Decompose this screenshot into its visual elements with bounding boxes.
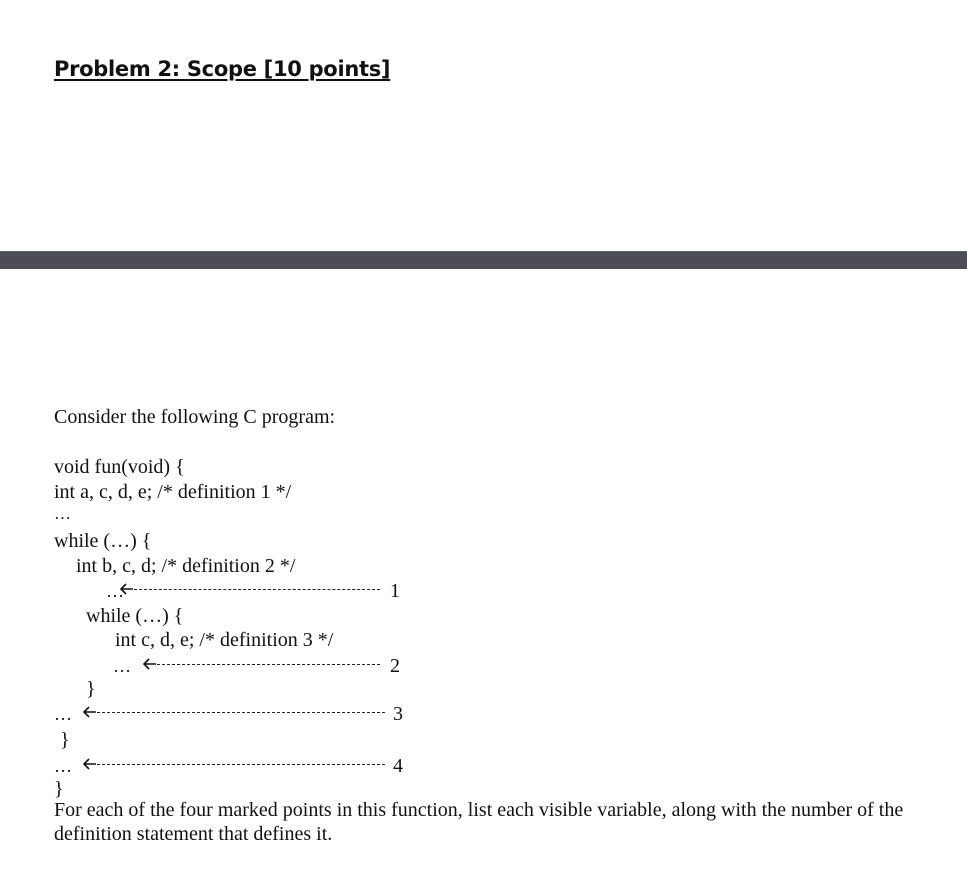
marked-point-3 xyxy=(0,702,967,726)
code-ellipsis: … xyxy=(54,504,71,523)
marker-3-dashed-line xyxy=(97,712,385,713)
question-text: For each of the four marked points in this function, list each visible variable, along with the number of the definition statement that defines it. xyxy=(54,799,904,845)
marker-4-number: 4 xyxy=(393,755,403,777)
code-line-definition-2: int b, c, d; /* definition 2 */ xyxy=(76,555,296,577)
marked-point-1 xyxy=(0,579,967,603)
marked-point-4 xyxy=(0,754,967,778)
marker-2-arrow-icon xyxy=(143,658,157,670)
code-close-outer-while: } xyxy=(60,729,70,751)
marked-point-2 xyxy=(0,654,967,678)
code-line-definition-3: int c, d, e; /* definition 3 */ xyxy=(115,629,334,651)
marker-1-arrow-icon xyxy=(120,583,134,595)
marker-3-ellipsis: … xyxy=(54,704,71,724)
code-close-function: } xyxy=(54,778,64,800)
marker-2-dashed-line xyxy=(157,664,380,665)
code-line-inner-while: while (…) { xyxy=(86,605,184,627)
marker-3-number: 3 xyxy=(393,703,403,725)
marker-4-dashed-line xyxy=(97,764,385,765)
intro-text: Consider the following C program: xyxy=(54,406,336,428)
code-line-fun-signature: void fun(void) { xyxy=(54,456,185,478)
code-close-inner-while: } xyxy=(86,678,96,700)
marker-1-ellipsis: … xyxy=(106,581,123,601)
marker-1-dashed-line xyxy=(134,589,380,590)
code-line-outer-while: while (…) { xyxy=(54,530,152,552)
marker-4-arrow-icon xyxy=(83,758,97,770)
code-line-definition-1: int a, c, d, e; /* definition 1 */ xyxy=(54,481,292,503)
marker-2-number: 2 xyxy=(390,655,400,677)
marker-3-arrow-icon xyxy=(83,706,97,718)
marker-2-ellipsis: … xyxy=(113,656,130,676)
marker-4-ellipsis: … xyxy=(54,756,71,776)
problem-heading: Problem 2: Scope [10 points] xyxy=(54,57,391,81)
section-divider-bar xyxy=(0,251,967,269)
marker-1-number: 1 xyxy=(390,580,400,602)
